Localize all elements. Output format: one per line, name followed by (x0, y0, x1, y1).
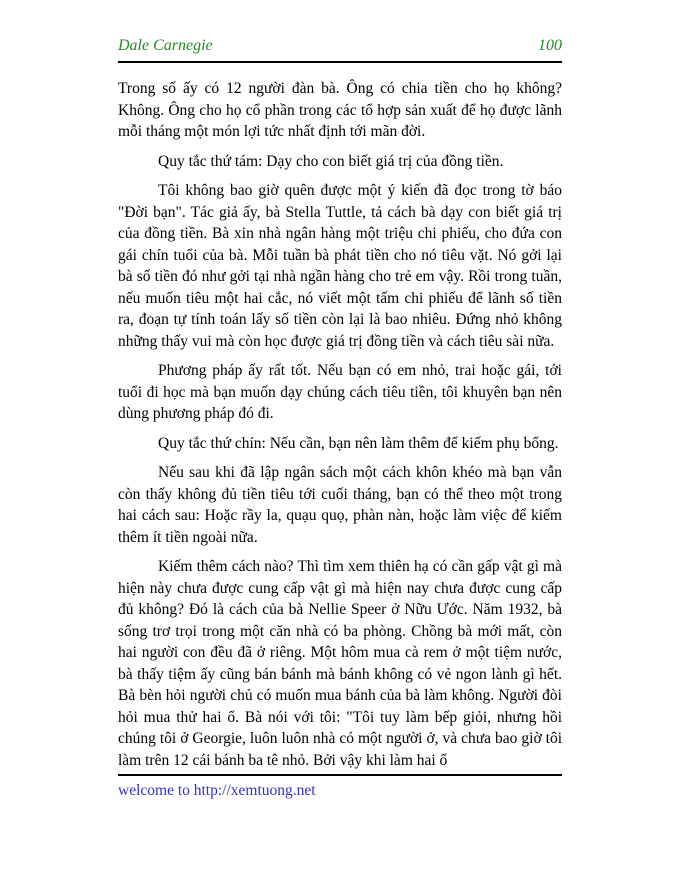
paragraph-rule-eight: Quy tắc thứ tám: Dạy cho con biết giá trị của đồng tiền. (158, 152, 504, 170)
page-content (118, 0, 562, 779)
page-body (118, 63, 562, 771)
paragraph: Tôi không bao giờ quên được một ý kiến đã đọc trong tờ báo "Đời bạn". Tác giả ấy, bà Stella Tuttle, tả cách bà dạy con biết giá trị của đồng tiền. Bà xin nhà ngân hàng một triệu chi phiếu, cho đứa con gái chín tuổi của bà. Mỗi tuần bà phát tiền cho nó tiêu vặt. Nó gởi lại bà số tiền đó như gởi tại nhà ngần hàng cho trẻ em vậy. Rồi trong tuần, nếu muốn tiêu một hai cắc, nó viết một tấm chi phiếu để lãnh số tiền ra, đoạn tự tính toán lấy số tiền còn lại là bao nhiêu. Đứng nhỏ không những thấy vui mà còn học được giá trị đồng tiền và cách tiêu sài nữa. (118, 182, 562, 350)
paragraph: Phương pháp ấy rất tốt. Nếu bạn có em nhỏ, trai hoặc gái, tới tuổi đi học mà bạn muốn dạy chúng cách tiêu tiền, tôi khuyên bạn nên dùng phương pháp đó đi. (118, 362, 562, 422)
header-author: Dale Carnegie (118, 37, 213, 54)
paragraph: Trong số ấy có 12 người đàn bà. Ông có chia tiền cho họ không? Không. Ông cho họ cổ phần trong các tổ hợp sản xuất để họ được lãnh mỗi tháng một món lợi tức nhất định tới mãn đời. (118, 80, 562, 140)
paragraph: Kiếm thêm cách nào? Thì tìm xem thiên hạ có cần gấp vật gì mà hiện này chưa được cung cấp vật gì mà hiện nay chưa được cung cấp đủ không? Đó là cách của bà Nellie Speer ở Nữu Ước. Năm 1932, bà sống trơ trọi trong một căn nhà có ba phòng. Chồng bà mới mất, còn hai người con đều đã ở riêng. Một hôm mua cà rem ở một tiệm nước, bà thấy tiệm ấy cũng bán bánh mà bánh không có vẻ ngon lành gì hết. Bà bèn hỏi người chủ có muốn mua bánh của bà làm không. Người đòi hỏi mua thử hai ổ. Bà nói với tôi: "Tôi tuy làm bếp giỏi, nhưng hồi chúng tôi ở Georgie, luôn luôn nhà có một người ở, và chưa bao giờ tôi làm trên 12 cái bánh ba tê nhỏ. Bởi vậy khi làm hai ổ (118, 558, 562, 769)
page-footer (118, 774, 562, 800)
footer-link[interactable]: welcome to http://xemtuong.net (118, 782, 316, 799)
paragraph-rule-nine: Quy tắc thứ chín: Nếu cần, bạn nên làm thêm để kiếm phụ bổng. (158, 434, 559, 452)
header-page-number: 100 (538, 37, 562, 54)
footer-rule (118, 774, 562, 776)
paragraph: Nếu sau khi đã lập ngân sách một cách khôn khéo mà bạn vẫn còn thấy không đủ tiền tiêu tới cuối tháng, bạn có thể theo một trong hai cách sau: Hoặc rầy la, quạu quọ, phàn nàn, hoặc làm việc để kiếm thêm ít tiền ngoài nữa. (118, 464, 562, 546)
page-header (118, 0, 562, 55)
